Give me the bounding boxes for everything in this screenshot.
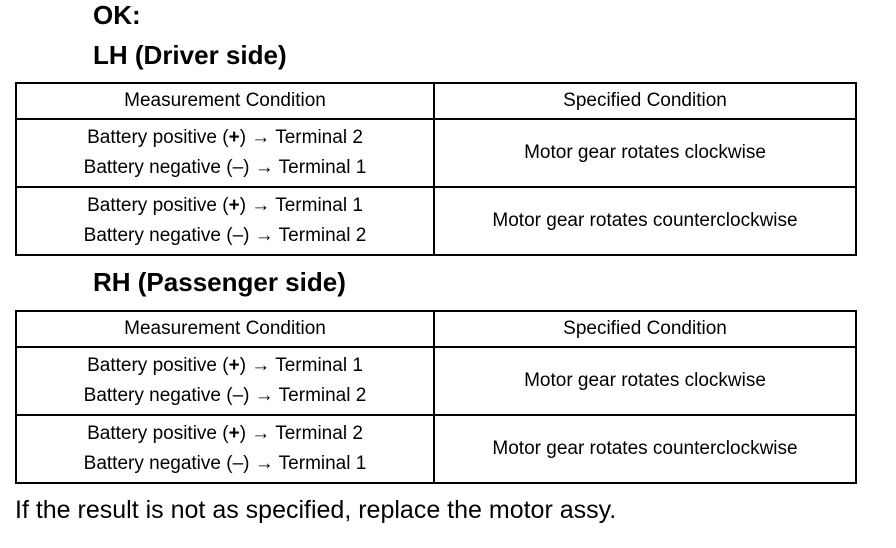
specified-condition-cell: Motor gear rotates counterclockwise bbox=[434, 415, 856, 483]
negative-connection-text: Battery negative (–) → Terminal 2 bbox=[83, 385, 367, 406]
negative-connection-text: Battery negative (–) → Terminal 2 bbox=[83, 225, 367, 246]
negative-connection-text: Battery negative (–) → Terminal 1 bbox=[83, 157, 367, 178]
plus-sign: + bbox=[228, 423, 240, 444]
measurement-condition-header: Measurement Condition bbox=[16, 311, 434, 347]
lh-spec-table bbox=[15, 82, 857, 256]
text-segment: ) → Terminal 1 bbox=[239, 355, 363, 376]
ok-heading: OK: bbox=[93, 0, 141, 30]
text-segment: Battery positive ( bbox=[87, 423, 229, 444]
table-header-row bbox=[16, 83, 856, 119]
text-segment: Battery positive ( bbox=[87, 355, 229, 376]
plus-sign: + bbox=[228, 355, 240, 376]
measurement-condition-cell bbox=[16, 187, 434, 255]
text-segment: ) → Terminal 2 bbox=[239, 127, 363, 148]
table-row bbox=[16, 187, 856, 255]
text-segment: Battery positive ( bbox=[87, 195, 229, 216]
measurement-condition-header: Measurement Condition bbox=[16, 83, 434, 119]
text-segment: Battery positive ( bbox=[87, 127, 229, 148]
specified-condition-cell: Motor gear rotates clockwise bbox=[434, 347, 856, 415]
plus-sign: + bbox=[228, 195, 240, 216]
measurement-condition-cell bbox=[16, 415, 434, 483]
table-row bbox=[16, 347, 856, 415]
plus-sign: + bbox=[228, 127, 240, 148]
rh-spec-table bbox=[15, 310, 857, 484]
lh-driver-side-heading: LH (Driver side) bbox=[93, 40, 287, 70]
text-segment: ) → Terminal 2 bbox=[239, 423, 363, 444]
specified-condition-cell: Motor gear rotates clockwise bbox=[434, 119, 856, 187]
measurement-condition-cell bbox=[16, 119, 434, 187]
positive-connection-text bbox=[17, 351, 433, 381]
positive-connection-text bbox=[17, 191, 433, 221]
negative-connection-text: Battery negative (–) → Terminal 1 bbox=[83, 453, 367, 474]
specified-condition-header: Specified Condition bbox=[434, 311, 856, 347]
table-header-row bbox=[16, 311, 856, 347]
specified-condition-header: Specified Condition bbox=[434, 83, 856, 119]
specified-condition-cell: Motor gear rotates counterclockwise bbox=[434, 187, 856, 255]
measurement-condition-cell bbox=[16, 347, 434, 415]
table-row bbox=[16, 119, 856, 187]
positive-connection-text bbox=[17, 123, 433, 153]
footer-instruction: If the result is not as specified, replace the motor assy. bbox=[15, 496, 617, 524]
text-segment: ) → Terminal 1 bbox=[239, 195, 363, 216]
rh-passenger-side-heading: RH (Passenger side) bbox=[93, 267, 346, 297]
table-row bbox=[16, 415, 856, 483]
positive-connection-text bbox=[17, 419, 433, 449]
